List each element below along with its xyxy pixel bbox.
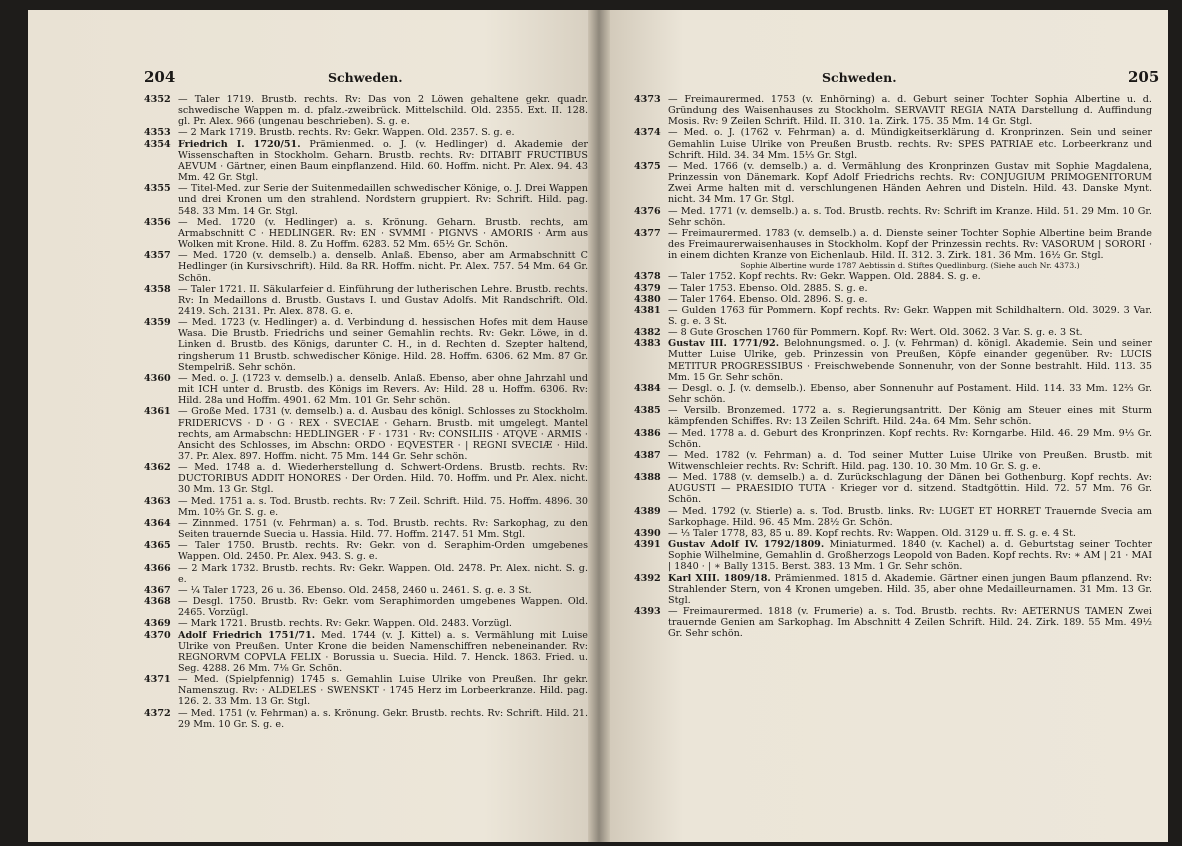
entry-number: 4354 [144, 138, 171, 150]
ruler-heading: Karl XIII. 1809/18. [668, 572, 771, 584]
entry-text: — Med. 1723 (v. Hedlinger) a. d. Verbindung d. hessischen Hofes mit dem Hause Wasa. Die Brustb. Friedrichs und seiner Gemahlin rechts. Rv: Gekr. Löwe, in d. Linken d. Brustb. des Königs, darunter C. H., in d. Rechten d. Szepter haltend, ringsherum 11 Brustb. schwedischer Könige. Hild. 28. Hoffm. 6306. 62 Mm. 87 Gr. Stempelriß. Sehr schön. [178, 317, 588, 373]
entry-text: — Med. 1771 (v. demselb.) a. s. Tod. Brustb. rechts. Rv: Schrift im Kranze. Hild. 51. 29 Mm. 10 Gr. Sehr schön. [668, 205, 1152, 228]
entry-text: — Zinnmed. 1751 (v. Fehrman) a. s. Tod. Brustb. rechts. Rv: Sarkophag, zu den Seiten trauernde Suecia u. Hassia. Hild. 77. Hoffm. 2147. 51 Mm. Stgl. [178, 517, 588, 541]
catalog-entry [144, 217, 588, 250]
catalog-entry [144, 284, 588, 317]
entry-text: Prämienmed. o. J. (v. Hedlinger) d. Akademie der Wissenschaften in Stockholm. Geharn. Brustb. rechts. Rv: DITABIT FRUCTIBUS AEVUM · Gärtner, einen Baum einpflanzend. Hild. 60. Hoffm. nicht. Pr. Alex. 94. 43 Mm. 42 Gr. Stgl. [178, 138, 588, 184]
entry-number: 4393 [634, 606, 661, 618]
entry-text: — 2 Mark 1719. Brustb. rechts. Rv: Gekr. Wappen. Old. 2357. S. g. e. [178, 127, 515, 139]
entry-text: — Taler 1719. Brustb. rechts. Rv: Das von 2 Löwen gehaltene gekr. quadr. schwedische Wappen m. d. pfalz.-zweibrück. Mittelschild. Old. 2355. Ext. II. 128. gl. Pr. Alex. 966 (ungenau beschrieben). S. g. e. [178, 94, 588, 128]
entry-text: — Desgl. 1750. Brustb. Rv: Gekr. vom Seraphimorden umgebenes Wappen. Old. 2465. Vorzügl. [178, 596, 588, 619]
entry-number: 4352 [144, 94, 171, 105]
catalog-entry [634, 206, 1152, 228]
ruler-heading: Adolf Friedrich 1751/71. [178, 629, 316, 641]
catalog-entry [144, 139, 588, 184]
catalog-entry [634, 305, 1152, 327]
entry-text: — Freimaurermed. 1783 (v. demselb.) a. d. Dienste seiner Tochter Sophie Albertine beim Brande des Freimaurerwaisenhauses in Stockholm. Kopf der Prinzessin rechts. Rv: VASORUM | SORORI · in einem dichten Kranze von Eichenlaub. Hild. II. 312. 3. Zirk. 181. 36 Mm. 16½ Gr. Stgl. [668, 227, 1152, 262]
page-number-right: 205 [1128, 68, 1160, 86]
entry-number: 4359 [144, 317, 171, 329]
ruler-heading: Gustav III. 1771/92. [668, 338, 780, 350]
catalog-entry [144, 462, 588, 495]
catalog-entry [144, 183, 588, 216]
catalog-entry [634, 338, 1152, 383]
catalog-entry [634, 383, 1152, 405]
entry-text: — Med. 1782 (v. Fehrman) a. d. Tod seiner Mutter Luise Ulrike von Preußen. Brustb. mit Witwenschleier rechts. Rv: Schrift. Hild. pag. 130. 10. 30 Mm. 10 Gr. S. g. e. [668, 449, 1152, 472]
entry-number: 4377 [634, 227, 661, 239]
catalog-entry [634, 528, 1152, 539]
entry-text: — Große Med. 1731 (v. demselb.) a. d. Ausbau des königl. Schlosses zu Stockholm. FRIDERICVS · D · G · REX · SVECIAE · Geharn. Brustb. mit umgelegt. Mantel rechts, am Armabschn: HEDLINGER · F · 1731 · Rv: CONSILIIS · ATQVE · ARMIS · Ansicht des Schlosses, im Abschn: ORDO · EQVESTER · | REGNI SVECIÆ · Hild. 37. Pr. Alex. 897. Hoffm. nicht. 75 Mm. 144 Gr. Sehr schön. [178, 406, 588, 462]
entry-number: 4356 [144, 216, 171, 228]
entry-text: — Mark 1721. Brustb. rechts. Rv: Gekr. Wappen. Old. 2483. Vorzügl. [178, 618, 512, 630]
catalog-entry [634, 271, 1152, 282]
entry-text: Med. 1744 (v. J. Kittel) a. s. Vermählung mit Luise Ulrike von Preußen. Unter Krone die beiden Namenschiffren nebeneinander. Rv: REGNORVM COPVLA FELIX · Borussia u. Suecia. Hild. 7. Henck. 1863. Fried. u. Seg. 4288. 26 Mm. 7⅛ Gr. Schön. [178, 629, 588, 674]
entry-number: 4381 [634, 304, 661, 316]
page-number-left: 204 [144, 68, 176, 86]
entry-text: — Med. o. J. (1762 v. Fehrman) a. d. Mündigkeitserklärung d. Kronprinzen. Sein und seiner Gemahlin Luise Ulrike von Preußen Brustb. rechts. Rv: SPES PATRIAE etc. Lorbeerkranz und Schrift. Hild. 34. 34 Mm. 15⅓ Gr. Stgl. [668, 127, 1152, 161]
entry-number: 4362 [144, 462, 171, 474]
entry-number: 4392 [634, 572, 661, 584]
page-header-left: Schweden. [328, 70, 403, 85]
catalog-entry [144, 708, 588, 730]
entry-number: 4382 [634, 327, 661, 339]
entry-text: — Med. 1751 (v. Fehrman) a. s. Krönung. Gekr. Brustb. rechts. Rv: Schrift. Hild. 21. 29 Mm. 10 Gr. S. g. e. [178, 707, 588, 730]
ruler-heading: Friedrich I. 1720/51. [178, 138, 301, 150]
entry-number: 4361 [144, 406, 171, 418]
catalog-entry [144, 127, 588, 138]
book-spread [28, 10, 1168, 842]
entry-number: 4375 [634, 160, 661, 172]
entry-text: — Freimaurermed. 1818 (v. Frumerie) a. s. Tod. Brustb. rechts. Rv: AETERNUS TAMEN Zwei trauernde Genien am Sarkophag. Im Abschnitt 4 Zeilen Schrift. Hild. 24. Zirk. 189. 55 Mm. 49½ Gr. Sehr schön. [668, 606, 1152, 640]
catalog-entry [634, 428, 1152, 450]
entry-number: 4386 [634, 427, 661, 439]
entry-text: — Versilb. Bronzemed. 1772 a. s. Regierungsantritt. Der König am Steuer eines mit Sturm kämpfenden Schiffes. Rv: 13 Zeilen Schrift. Hild. 24a. 64 Mm. Sehr schön. [668, 405, 1152, 428]
entry-number: 4383 [634, 338, 661, 350]
entry-number: 4355 [144, 183, 171, 195]
entry-text: — Titel-Med. zur Serie der Suitenmedaillen schwedischer Könige, o. J. Drei Wappen und drei Kronen um den strahlend. Nordstern gruppiert. Rv: Schrift. Hild. pag. 548. 33 Mm. 14 Gr. Stgl. [178, 183, 588, 217]
catalog-entry [634, 127, 1152, 160]
entry-number: 4368 [144, 596, 171, 608]
catalog-entry [144, 674, 588, 707]
entry-number: 4387 [634, 449, 661, 461]
entry-number: 4388 [634, 472, 661, 484]
catalog-entry [144, 373, 588, 406]
catalog-entry [634, 161, 1152, 206]
entry-number: 4372 [144, 707, 171, 719]
catalog-entry [634, 94, 1152, 127]
entry-text: — Med. 1766 (v. demselb.) a. d. Vermählung des Kronprinzen Gustav mit Sophie Magdalena, Prinzessin von Dänemark. Kopf Adolf Friedrichs rechts. Rv: CONJUGIUM PRIMOGENITORUM Zwei Arme halten mit d. verschlungenen Händen Aehren und Disteln. Hild. 43. Danske Mynt. nicht. 34 Mm. 17 Gr. Stgl. [668, 160, 1152, 206]
catalog-entry [634, 539, 1152, 572]
entry-number: 4364 [144, 517, 171, 529]
entry-text: — Med. 1792 (v. Stierle) a. s. Tod. Brustb. links. Rv: LUGET ET HORRET Trauernde Svecia am Sarkophage. Hild. 96. 45 Mm. 28½ Gr. Schön. [668, 505, 1152, 528]
footnote: Sophie Albertine wurde 1787 Aebtissin d. Stiftes Quedlinburg. (Siehe auch Nr. 4373.) [740, 261, 1080, 271]
entry-text: — Med. 1778 a. d. Geburt des Kronprinzen. Kopf rechts. Rv: Korngarbe. Hild. 46. 29 Mm. 9⅓ Gr. Schön. [668, 427, 1152, 450]
entry-text: — Gulden 1763 für Pommern. Kopf rechts. Rv: Gekr. Wappen mit Schildhaltern. Old. 3029. 3 Var. S. g. e. 3 St. [668, 304, 1152, 327]
entry-text: — 2 Mark 1732. Brustb. rechts. Rv: Gekr. Wappen. Old. 2478. Pr. Alex. nicht. S. g. e. [178, 562, 588, 585]
entry-text: — ⅓ Taler 1778, 83, 85 u. 89. Kopf rechts. Rv: Wappen. Old. 3129 u. ff. S. g. e. 4 St. [668, 527, 1076, 539]
catalog-entry [144, 585, 588, 596]
left-page [28, 10, 598, 842]
entry-number: 4360 [144, 372, 171, 384]
right-entries [634, 94, 1152, 640]
book-gutter [588, 10, 610, 842]
entry-text: — Taler 1752. Kopf rechts. Rv: Gekr. Wappen. Old. 2884. S. g. e. [668, 271, 981, 283]
catalog-entry [634, 283, 1152, 294]
right-page [598, 10, 1168, 842]
entry-text: — Med. (Spielpfennig) 1745 s. Gemahlin Luise Ulrike von Preußen. Ihr gekr. Namenszug. Rv: · ALDELES · SWENSKT · 1745 Herz im Lorbeerkranze. Hild. pag. 126. 2. 33 Mm. 13 Gr. Stgl. [178, 674, 588, 708]
entry-number: 4353 [144, 127, 171, 139]
entry-text: — Med. 1720 (v. demselb.) a. denselb. Anlaß. Ebenso, aber am Armabschnitt C Hedlinger (in Kursivschrift). Hild. 8a RR. Hoffm. nicht. Pr. Alex. 757. 54 Mm. 64 Gr. Schön. [178, 250, 588, 284]
entry-text: Prämienmed. 1815 d. Akademie. Gärtner einen jungen Baum pflanzend. Rv: Strahlender Stern, von 4 Kronen umgeben. Hild. 35, aber ohne Medailleurnamen. 31 Mm. 13 Gr. Stgl. [668, 572, 1152, 606]
entry-number: 4357 [144, 250, 171, 262]
entry-number: 4367 [144, 584, 171, 596]
catalog-entry [144, 596, 588, 618]
catalog-entry [634, 294, 1152, 305]
entry-number: 4384 [634, 382, 661, 394]
catalog-entry [634, 405, 1152, 427]
entry-number: 4380 [634, 293, 661, 305]
entry-text: — Med. 1748 a. d. Wiederherstellung d. Schwert-Ordens. Brustb. rechts. Rv: DUCTORIBUS ADDIT HONORES · Der Orden. Hild. 70. Hoffm. und Pr. Alex. nicht. 30 Mm. 13 Gr. Stgl. [178, 462, 588, 496]
entry-number: 4366 [144, 562, 171, 574]
catalog-entry [144, 250, 588, 283]
entry-number: 4390 [634, 527, 661, 539]
entry-text: — Taler 1750. Brustb. rechts. Rv: Gekr. von d. Seraphim-Orden umgebenes Wappen. Old. 2450. Pr. Alex. 943. S. g. e. [178, 540, 588, 563]
catalog-entry [144, 518, 588, 540]
catalog-entry [634, 573, 1152, 606]
entry-text: — Freimaurermed. 1753 (v. Enhörning) a. d. Geburt seiner Tochter Sophia Albertine u. d. Gründung des Waisenhauses zu Stockholm. SERVAVIT REGIA NATA Darstellung d. Auffindung Mosis. Rv: 9 Zeilen Schrift. Hild. II. 310. 1a. Zirk. 175. 35 Mm. 14 Gr. Stgl. [668, 94, 1152, 128]
entry-number: 4365 [144, 540, 171, 552]
entry-text: — 8 Gute Groschen 1760 für Pommern. Kopf. Rv: Wert. Old. 3062. 3 Var. S. g. e. 3 St. [668, 327, 1083, 339]
entry-number: 4369 [144, 618, 171, 630]
left-entries [144, 94, 588, 730]
catalog-entry [144, 317, 588, 373]
catalog-entry [634, 506, 1152, 528]
entry-text: Miniaturmed. 1840 (v. Kachel) a. d. Geburtstag seiner Tochter Sophie Wilhelmine, Gemahlin d. Großherzogs Leopold von Baden. Kopf rechts. Rv: ∗ AM | 21 · MAI | 1840 · | ∗ Bally 1315. Berst. 383. 13 Mm. 1 Gr. Sehr schön. [668, 539, 1152, 573]
entry-number: 4373 [634, 94, 661, 105]
entry-number: 4378 [634, 271, 661, 283]
entry-number: 4363 [144, 495, 171, 507]
entry-number: 4358 [144, 283, 171, 295]
entry-text: — Med. 1751 a. s. Tod. Brustb. rechts. Rv: 7 Zeil. Schrift. Hild. 75. Hoffm. 4896. 30 Mm. 10⅔ Gr. S. g. e. [178, 495, 588, 518]
catalog-entry [634, 472, 1152, 505]
entry-text: — Taler 1753. Ebenso. Old. 2885. S. g. e. [668, 282, 868, 294]
entry-number: 4370 [144, 629, 171, 641]
catalog-entry [634, 327, 1152, 338]
catalog-entry [144, 630, 588, 675]
entry-number: 4376 [634, 205, 661, 217]
entry-number: 4379 [634, 282, 661, 294]
entry-text: — Med. 1720 (v. Hedlinger) a. s. Krönung. Geharn. Brustb. rechts, am Armabschnitt C · HEDLINGER. Rv: EN · SVMMI · PIGNVS · AMORIS · Arm aus Wolken mit Krone. Hild. 8. Zu Hoffm. 6283. 52 Mm. 65½ Gr. Schön. [178, 216, 588, 251]
catalog-entry [144, 618, 588, 629]
entry-number: 4385 [634, 405, 661, 417]
catalog-entry [634, 228, 1152, 261]
ruler-heading: Gustav Adolf IV. 1792/1809. [668, 539, 825, 551]
entry-text: Belohnungsmed. o. J. (v. Fehrman) d. königl. Akademie. Sein und seiner Mutter Luise Ulrike, geb. Prinzessin von Preußen, Köpfe einander gegenüber. Rv: LUCIS METITUR PROGRESSIBUS · Freischwebende Sonnenuhr, von der Sonne bestrahlt. Hild. 113. 35 Mm. 15 Gr. Sehr schön. [668, 338, 1152, 383]
entry-text: — Desgl. o. J. (v. demselb.). Ebenso, aber Sonnenuhr auf Postament. Hild. 114. 33 Mm. 12⅔ Gr. Sehr schön. [668, 382, 1152, 406]
catalog-entry [634, 606, 1152, 639]
entry-text: — Taler 1721. II. Säkularfeier d. Einführung der lutherischen Lehre. Brustb. rechts. Rv: In Medaillons d. Brustb. Gustavs I. und Gustav Adolfs. Mit Randschrift. Old. 2419. Sch. 2131. Pr. Alex. 878. G. e. [178, 283, 588, 317]
entry-text: — Taler 1764. Ebenso. Old. 2896. S. g. e. [668, 293, 868, 305]
catalog-entry [144, 406, 588, 462]
page-header-right: Schweden. [822, 70, 897, 85]
catalog-entry [144, 540, 588, 562]
entry-text: — ¼ Taler 1723, 26 u. 36. Ebenso. Old. 2458, 2460 u. 2461. S. g. e. 3 St. [178, 584, 532, 596]
entry-text: — Med. o. J. (1723 v. demselb.) a. denselb. Anlaß. Ebenso, aber ohne Jahrzahl und mit ICH unter d. Brustb. des Königs im Revers. Av: Hild. 28 u. Hoffm. 6306. Rv: Hild. 28a und Hoffm. 4901. 62 Mm. 101 Gr. Sehr schön. [178, 372, 588, 407]
entry-number: 4374 [634, 127, 661, 139]
entry-number: 4391 [634, 539, 661, 551]
catalog-entry [144, 94, 588, 127]
entry-number: 4371 [144, 674, 171, 686]
catalog-entry [144, 563, 588, 585]
entry-text: — Med. 1788 (v. demselb.) a. d. Zurückschlagung der Dänen bei Gothenburg. Kopf rechts. Av: AUGUSTI — PRAESIDIO TUTA · Krieger vor d. sitzend. Stadtgöttin. Hild. 72. 57 Mm. 76 Gr. Schön. [668, 472, 1152, 506]
catalog-entry [144, 496, 588, 518]
catalog-entry [634, 450, 1152, 472]
entry-number: 4389 [634, 505, 661, 517]
